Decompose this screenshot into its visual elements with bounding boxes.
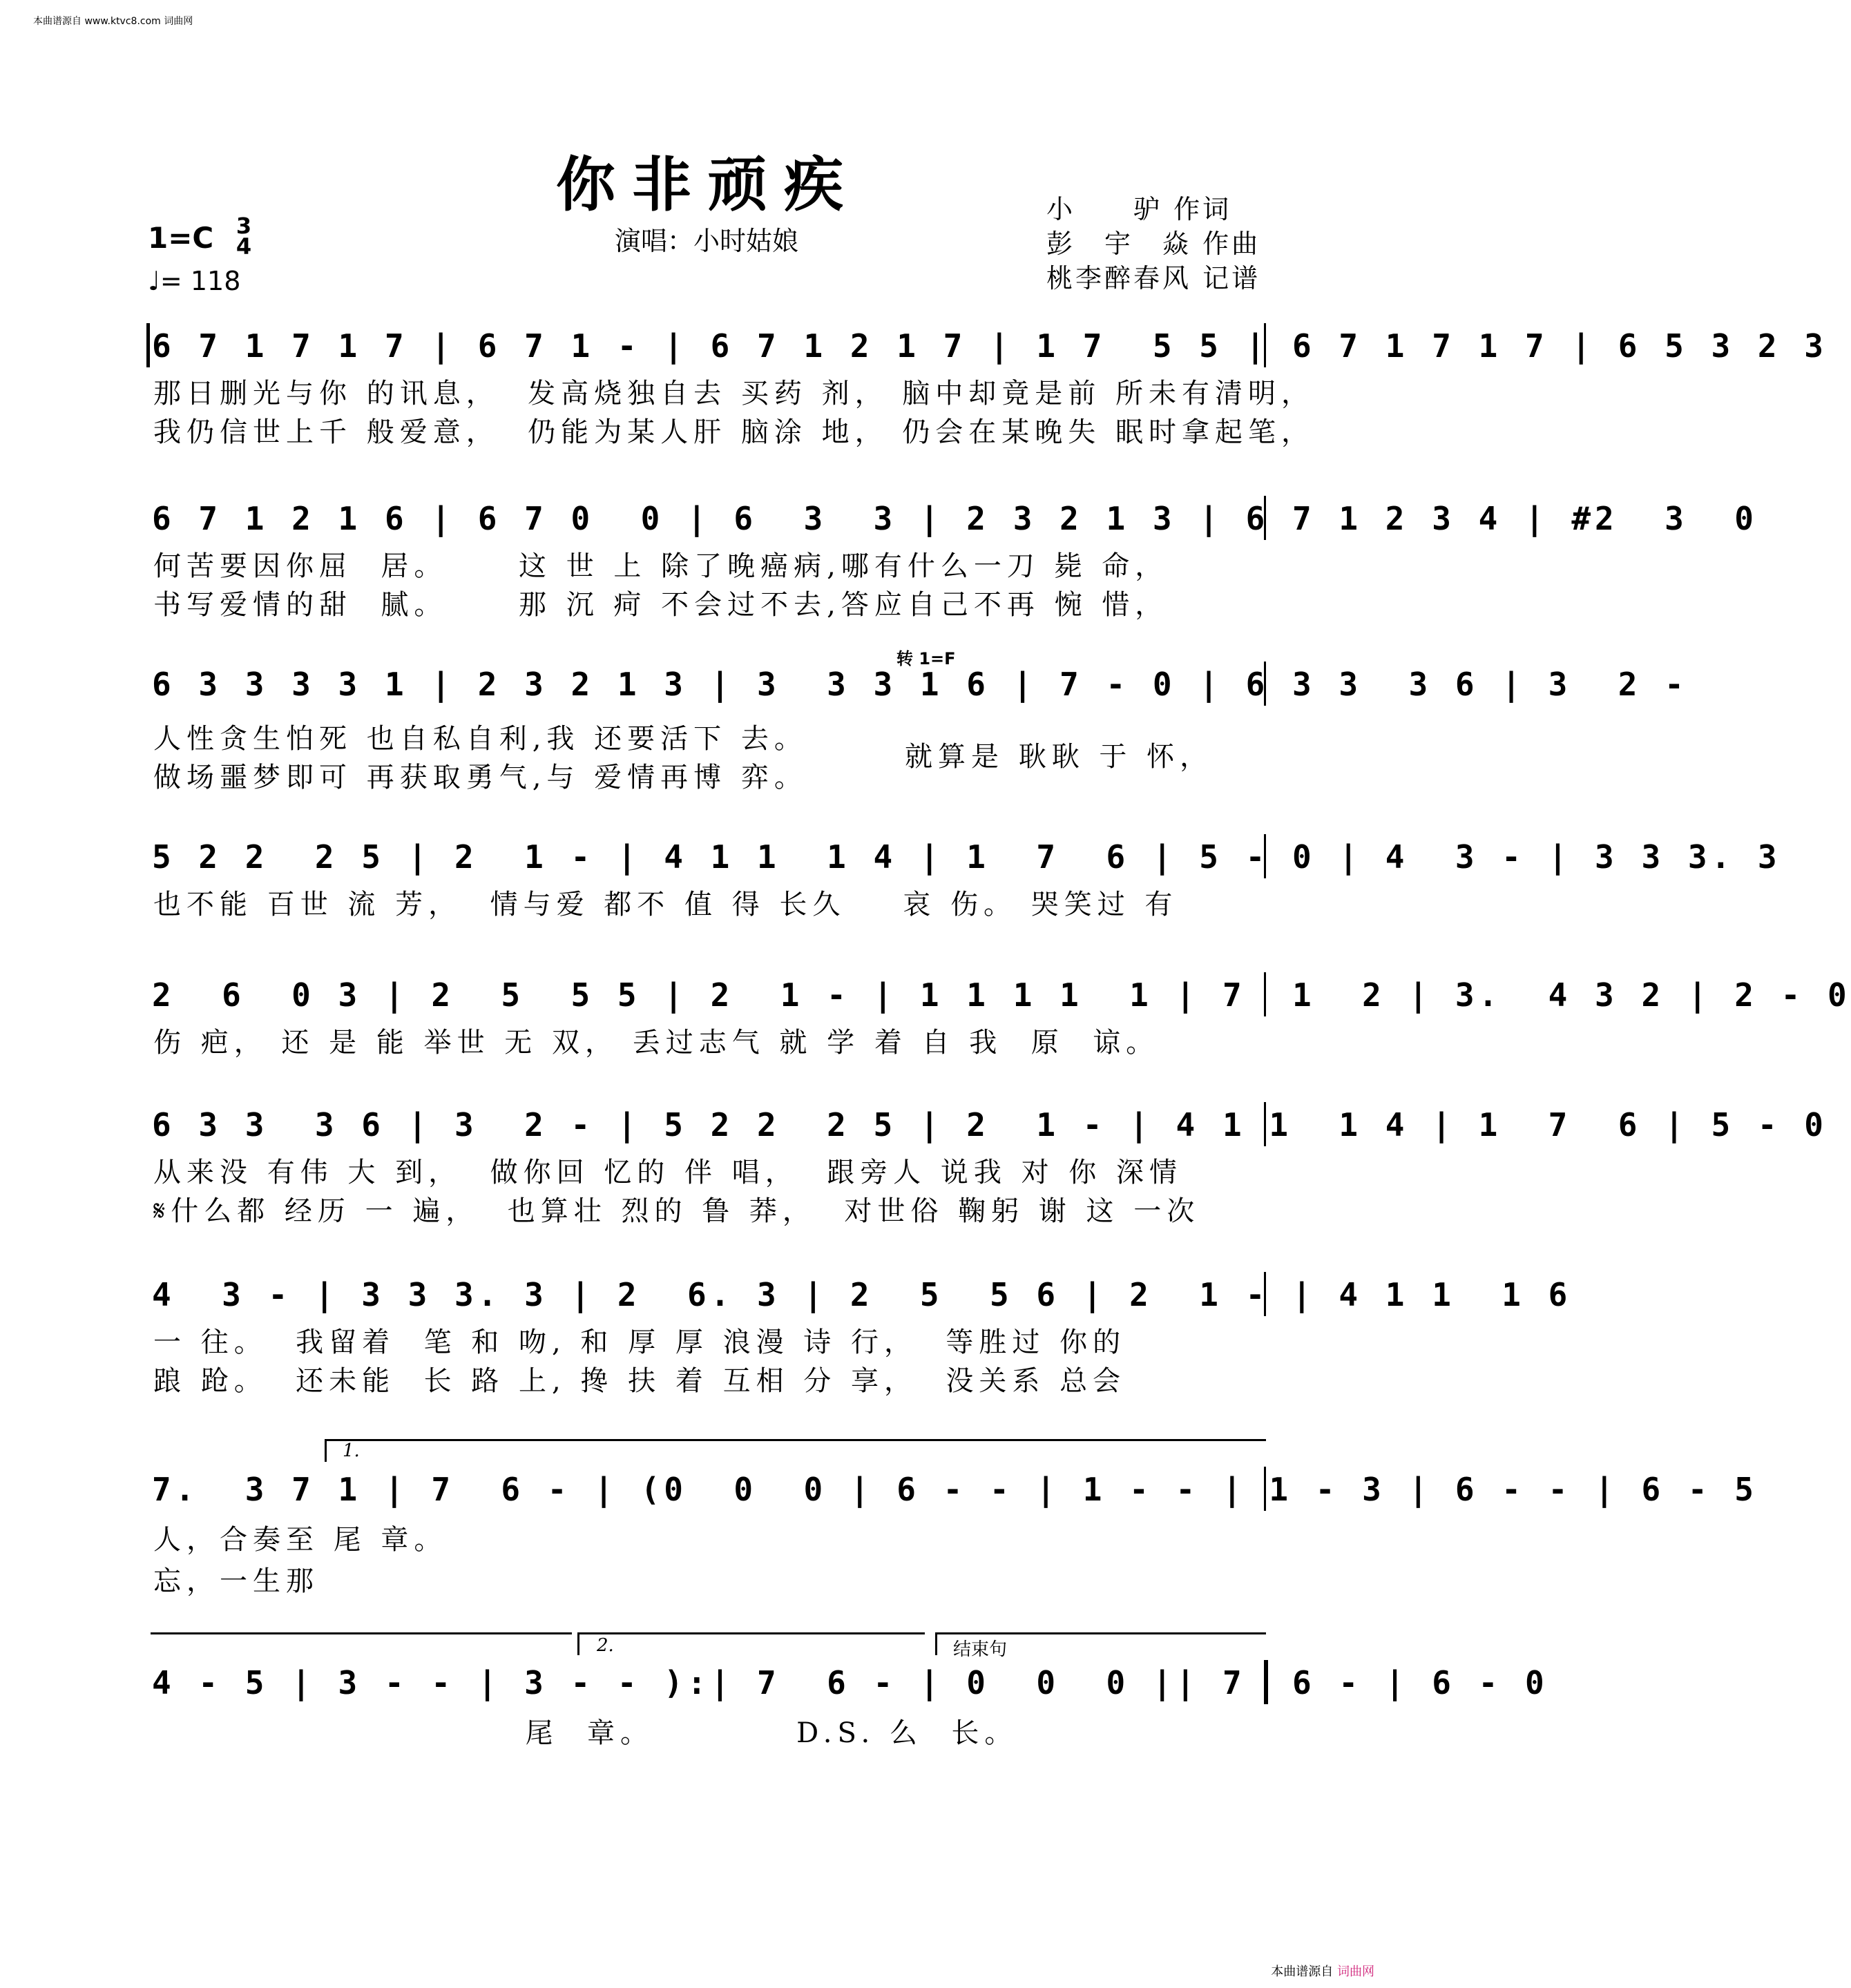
lyric-line-1: 伤 疤， 还 是 能 举世 无 双， 丢过志气 就 学 着 自 我 原 谅。 [153, 1027, 1160, 1059]
score-system-8 [0, 1439, 1758, 1597]
song-title: 你非顽疾 [556, 150, 860, 220]
notation-line: 4 - 5 | 3 - - | 3 - - ):| 7 6 - | 0 0 0 || 7 6 - | 6 - 0 [152, 1664, 1548, 1701]
notation-line: 5 2 2 2 5 | 2 1 - | 4 1 1 1 4 | 1 7 6 | 5 - 0 | 4 3 - | 3 3 3. 3 [152, 838, 1781, 876]
lyric-line-2: 书写爱情的甜 腻。 那 沉 疴 不会过不去,答应自己不再 惋 惜， [153, 589, 1169, 621]
lyric-line-1: 从来没 有伟 大 到， 做你回 忆的 伴 唱， 跟旁人 说我 对 你 深情 [153, 1157, 1183, 1188]
second-ending-label: 2. [597, 1635, 614, 1656]
coda-label: 结束句 [953, 1639, 1008, 1660]
lyric-line-shared: 就算是 耿耿 于 怀， [905, 741, 1214, 773]
score-system-2 [0, 496, 1758, 621]
modulation-mark: 转 1=F [896, 649, 956, 668]
lyric-line-1: 何苦要因你屈 居。 这 世 上 除了晚癌病,哪有什么一刀 毙 命， [153, 550, 1169, 582]
notation-line: 6 3 3 3 6 | 3 2 - | 5 2 2 2 5 | 2 1 - | 4 1 1 1 4 | 1 7 6 | 5 - 0 [152, 1106, 1828, 1143]
score-system-6 [0, 1102, 1828, 1227]
score-system-7 [0, 1272, 1572, 1397]
lyric-line-1: 也不能 百世 流 芳， 情与爱 都不 值 得 长久 哀 伤。 哭笑过 有 [153, 889, 1178, 920]
key-signature: 1=C [148, 221, 214, 255]
singer-credit: 演唱：小时姑娘 [615, 226, 799, 256]
lyricist-credit: 小 驴 作词 [1046, 194, 1232, 224]
repeat-start-barline [146, 323, 150, 367]
notation-line: 7. 3 7 1 | 7 6 - | (0 0 0 | 6 - - | 1 - - | 1 - 3 | 6 - - | 6 - 5 [152, 1471, 1758, 1508]
lyric-line-2: 忘，一生那 [153, 1565, 319, 1597]
score-system-4 [0, 834, 1781, 924]
time-signature-top: 3 [236, 213, 252, 239]
lyric-line-1: 一 往。 我留着 笔 和 吻, 和 厚 厚 浪漫 诗 行， 等胜过 你的 [153, 1326, 1126, 1358]
lyric-line-2: 𝄋什么都 经历 一 遍， 也算壮 烈的 鲁 莽， 对世俗 鞠躬 谢 这 一次 [153, 1195, 1200, 1227]
score-system-9 [0, 1632, 1548, 1757]
notation-line: 6 7 1 7 1 7 | 6 7 1 - | 6 7 1 2 1 7 | 1 7 5 5 | 6 7 1 7 1 7 | 6 5 3 2 3 [152, 327, 1828, 365]
notation-line: 4 3 - | 3 3 3. 3 | 2 6. 3 | 2 5 5 6 | 2 1 - | 4 1 1 1 6 [152, 1276, 1572, 1313]
lyric-line-2: 踉 跄。 还未能 长 路 上, 搀 扶 着 互相 分 享， 没关系 总会 [153, 1365, 1126, 1397]
lyric-line-2: 做场噩梦即可 再获取勇气,与 爱情再博 弈。 [153, 762, 807, 793]
first-ending-label: 1. [343, 1440, 360, 1461]
composer-credit: 彭 宇 焱 作曲 [1046, 229, 1261, 259]
score-system-1 [0, 323, 1828, 448]
notation-line: 6 7 1 2 1 6 | 6 7 0 0 | 6 3 3 | 2 3 2 1 3 | 6 7 1 2 3 4 | #2 3 0 [152, 500, 1758, 537]
lyric-line-1: 人，合奏至 尾 章。 [153, 1524, 448, 1556]
lyric-line-2: 我仍信世上千 般爱意， 仍能为某人肝 脑涂 地， 仍会在某晚失 眠时拿起笔， [153, 416, 1315, 448]
notation-line: 2 6 0 3 | 2 5 5 5 | 2 1 - | 1 1 1 1 1 | 7 1 2 | 3. 4 3 2 | 2 - 0 [152, 976, 1851, 1014]
notation-line: 6 3 3 3 3 1 | 2 3 2 1 3 | 3 3 3 1 6 | 7 - 0 | 6 3 3 3 6 | 3 2 - [152, 666, 1688, 703]
source-brand-link[interactable]: 词曲网 [1337, 1965, 1374, 1979]
score-system-5 [0, 972, 1851, 1062]
ending-line [151, 1632, 572, 1634]
second-ending-bracket [577, 1632, 925, 1655]
lyric-line-1: 那日删光与你 的讯息， 发高烧独自去 买药 剂， 脑中却竟是前 所未有清明， [153, 378, 1315, 409]
lyric-line-1: 人性贪生怕死 也自私自利,我 还要活下 去。 [153, 723, 807, 755]
score-system-3 [0, 649, 1688, 800]
time-signature [233, 213, 254, 260]
source-watermark-bottom [1271, 1962, 1374, 1980]
transcriber-credit: 桃李醉春风 记谱 [1046, 263, 1261, 293]
first-ending-bracket [325, 1439, 1266, 1462]
source-prefix: 本曲谱源自 [1271, 1965, 1334, 1979]
time-signature-bottom: 4 [236, 233, 252, 260]
source-watermark-top: 本曲谱源自 www.ktvc8.com 词曲网 [33, 16, 193, 27]
tempo-mark: ♩= 118 [148, 266, 241, 296]
lyric-line-1: 尾 章。 D.S. 么 长。 [153, 1717, 1018, 1749]
